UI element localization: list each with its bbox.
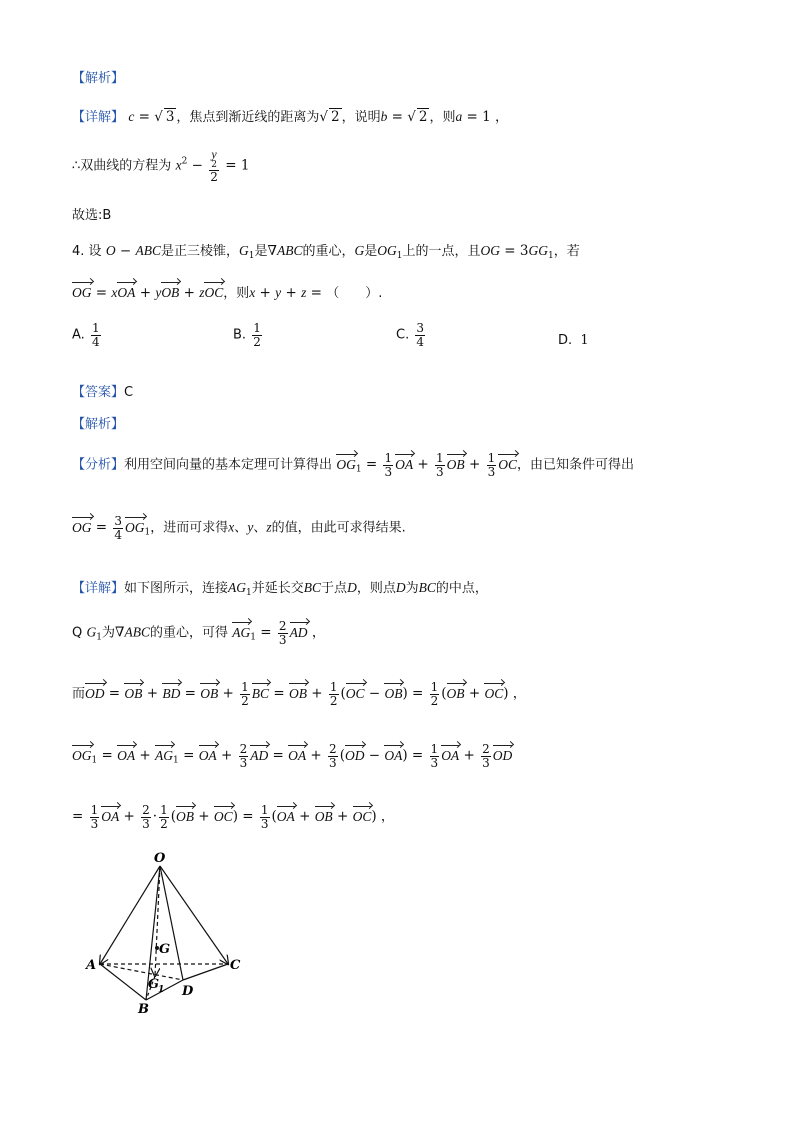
analysis-line1: 【分析】利用空间向量的基本定理可计算得出 $OG_1$ = $\frac{1}{3}$ OA + $\frac{1}{3}$ OB + $\frac{1}{3}$ OC，由已知条件可得出	[72, 451, 634, 479]
prev-detail-line: 【详解】 c = √ 3 ，焦点到渐近线的距离为√ 2 ，说明b = √ 2 ，则a = 1 ，	[72, 109, 509, 125]
label-c: C	[230, 958, 241, 973]
section-jiexi-1: 【解析】	[72, 71, 125, 86]
answer-value: C	[124, 385, 134, 400]
option-d: D. 1	[558, 333, 589, 348]
choice-b-line: 故选:B	[72, 208, 112, 223]
edge-ad	[100, 964, 183, 980]
edge-og1	[155, 866, 160, 976]
detail-line1: 【详解】如下图所示，连接$AG_1$并延长交BC于点D，则点D为BC的中点，	[72, 580, 488, 598]
label-b: B	[138, 1002, 149, 1017]
detail-final-equation: = $\frac{1}{3}$ OA + $\frac{2}{3}$ · $\frac{1}{2}$ (OB + OC) = $\frac{1}{3}$ (OA + OB + OC) ，	[72, 803, 395, 831]
label-d: D	[182, 984, 194, 999]
label-g1-sub: 1	[158, 985, 165, 995]
option-a: A. $\frac{1}{4}$	[72, 321, 100, 349]
question-4-line1: 4. 设 O − ABC是正三棱锥，$G_1$是∇ABC的重心，G是$OG_1$上的一点，且OG = $3GG_1$，若	[72, 243, 580, 261]
label-g: G	[159, 942, 171, 957]
label-g1: G	[148, 977, 160, 992]
question-4-line2: OG = xOA + yOB + zOC，则x + y + z = （ ）.	[72, 285, 383, 301]
edge-ab	[100, 964, 146, 1000]
detail-line2: Q $G_1$为∇ABC的重心，可得 $AG_1$ = $\frac{2}{3}$ AD ，	[72, 619, 326, 647]
label-o: O	[154, 851, 166, 866]
pyramid-figure	[80, 850, 260, 1020]
option-b: B. $\frac{1}{2}$	[233, 321, 261, 349]
detail-od-equation: 而OD = OB + BD = OB + $\frac{1}{2}$ BC = OB + $\frac{1}{2}$ (OC − OB) = $\frac{1}{2}$ (OB + OC) ，	[72, 680, 527, 708]
hyperbola-equation-line: ∴双曲线的方程为 $x^2$ − y 2 2 = 1	[72, 147, 250, 185]
option-c: C. $\frac{3}{4}$	[396, 321, 424, 349]
label-a: A	[86, 958, 97, 973]
answer-line: 【答案】C	[72, 385, 134, 400]
detail-og1-equation: $OG_1$ = OA + $AG_1$ = OA + $\frac{2}{3}$ AD = OA + $\frac{2}{3}$ (OD − OA) = $\frac{1}{3}$ OA + $\frac{2}{3}$ OD	[72, 742, 513, 770]
edge-dc	[183, 964, 228, 980]
analysis-line2: OG = $\frac{3}{4}$ $OG_1$，进而可求得x、y、z的值，由此可求得结果.	[72, 514, 406, 542]
section-jiexi-2: 【解析】	[72, 417, 125, 432]
